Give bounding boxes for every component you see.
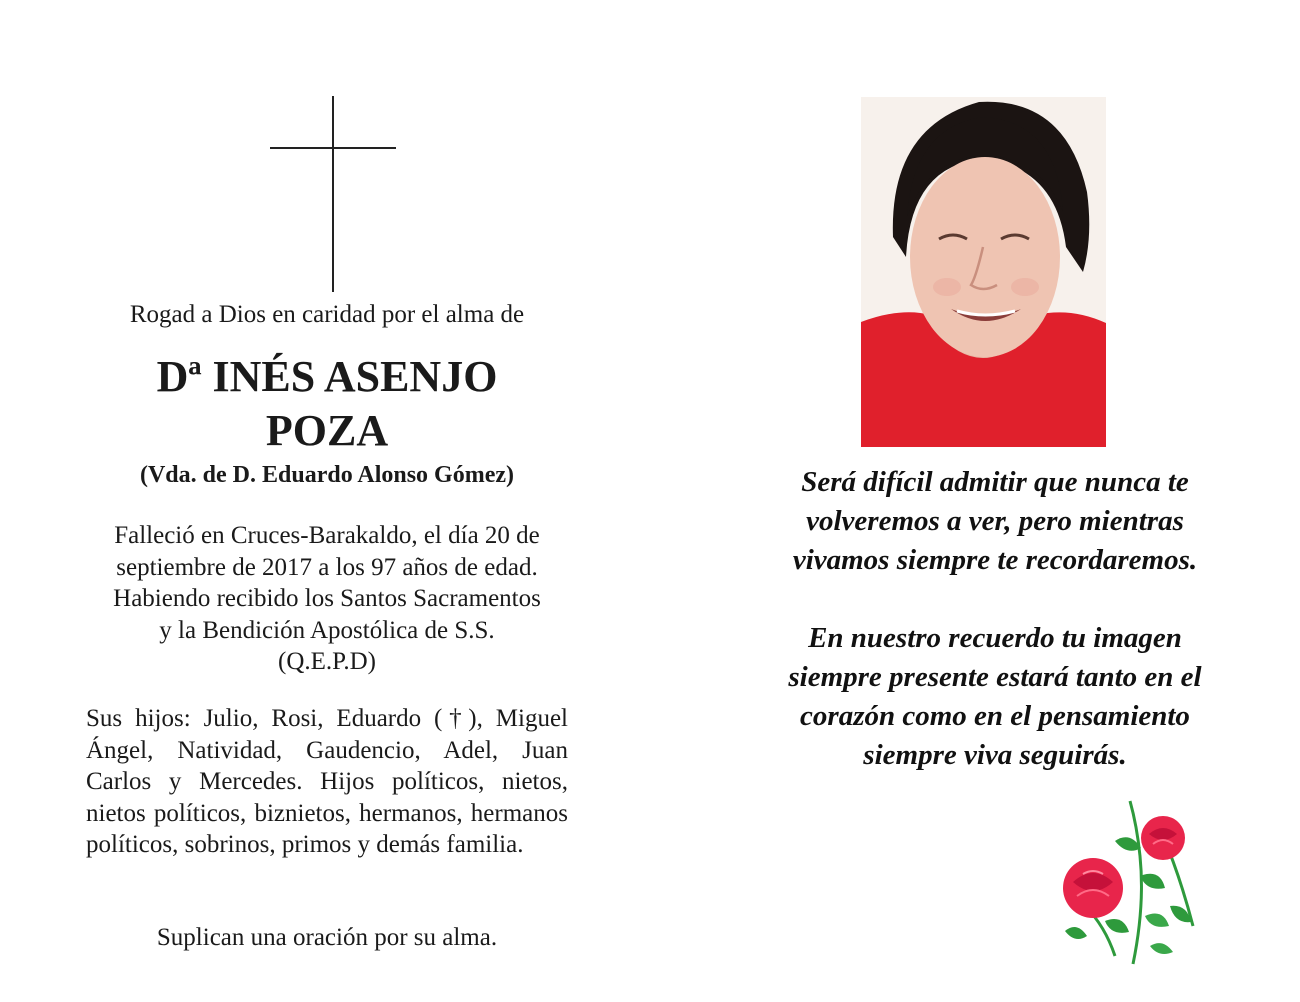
name-line-2: POZA xyxy=(265,406,389,455)
verse-line: vivamos siempre te recordaremos. xyxy=(792,544,1198,576)
death-info-line: (Q.E.P.D) xyxy=(278,648,376,675)
verse-line: corazón como en el pensamiento xyxy=(800,700,1190,732)
family-list: Sus hijos: Julio, Rosi, Eduardo (†), Miguel Ángel, Natividad, Gaudencio, Adel, Juan Carlos y Mercedes. Hijos políticos, nietos, nietos políticos, biznietos, hermanos, hermanos políticos, sobrinos, primos y demás familia. xyxy=(86,705,568,858)
verse-stanza-2 xyxy=(745,619,1245,775)
verse-line: En nuestro recuerdo tu imagen xyxy=(808,622,1182,654)
verse-line: Será difícil admitir que nunca te xyxy=(801,466,1189,498)
roses-icon xyxy=(1045,796,1205,966)
verse-line: volveremos a ver, pero mientras xyxy=(806,505,1184,537)
death-info-line: Falleció en Cruces-Barakaldo, el día 20 de xyxy=(114,522,540,549)
name-line-1: Dª INÉS ASENJO xyxy=(156,352,498,401)
death-info-line: y la Bendición Apostólica de S.S. xyxy=(159,616,495,644)
widow-of: (Vda. de D. Eduardo Alonso Gómez) xyxy=(139,462,515,488)
portrait-illustration xyxy=(861,97,1106,447)
verse-line: siempre viva seguirás. xyxy=(863,739,1127,771)
closing-line: Suplican una oración por su alma. xyxy=(156,924,498,951)
verse-stanza-1 xyxy=(745,463,1245,580)
prayer-intro: Rogad a Dios en caridad por el alma de xyxy=(129,301,525,328)
death-info-line: Habiendo recibido los Santos Sacramentos xyxy=(113,585,541,612)
portrait-photo xyxy=(861,97,1106,447)
cross-icon xyxy=(270,96,398,292)
death-info xyxy=(85,520,569,678)
deceased-name xyxy=(85,350,569,458)
verse-line: siempre presente estará tanto en el xyxy=(788,661,1202,693)
death-info-line: septiembre de 2017 a los 97 años de edad. xyxy=(116,553,538,581)
